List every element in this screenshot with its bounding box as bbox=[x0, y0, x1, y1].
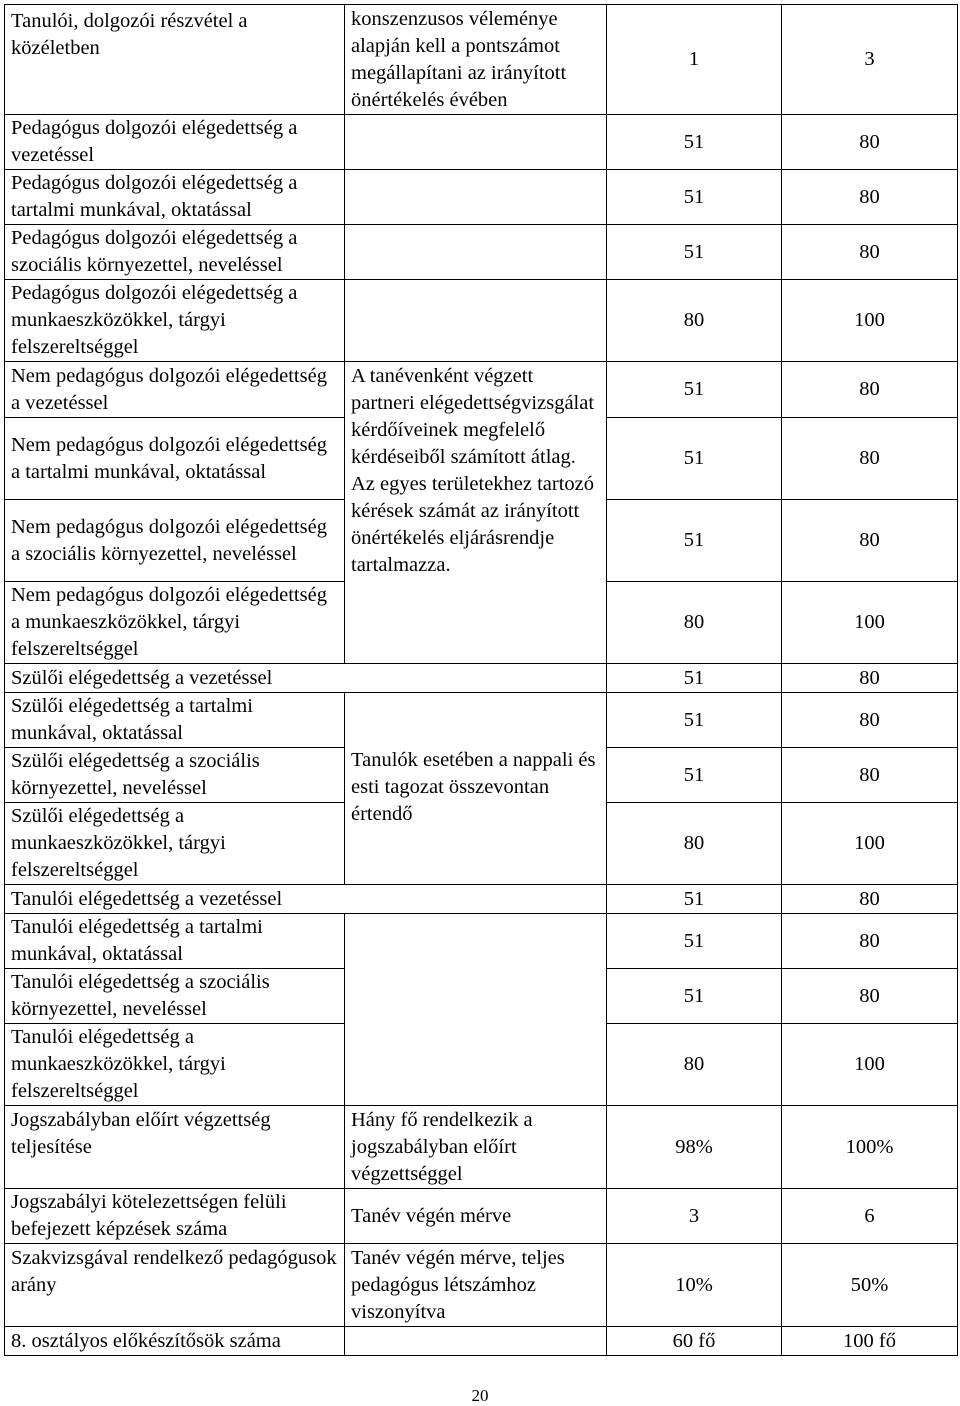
indicator-table bbox=[4, 4, 958, 1356]
criterion-cell: Tanulói elégedettség a szociális környezettel, neveléssel bbox=[5, 969, 345, 1024]
criterion-cell: Nem pedagógus dolgozói elégedettség a szociális környezettel, neveléssel bbox=[5, 500, 345, 582]
criterion-cell: Jogszabályi kötelezettségen felüli befejezett képzések száma bbox=[5, 1189, 345, 1244]
value-min-cell: 51 bbox=[607, 170, 782, 225]
table-row bbox=[5, 362, 958, 418]
criterion-cell: Tanulói elégedettség a munkaeszközökkel, tárgyi felszereltséggel bbox=[5, 1024, 345, 1106]
value-min-cell: 51 bbox=[607, 664, 782, 693]
table-row bbox=[5, 225, 958, 280]
value-min-cell: 51 bbox=[607, 115, 782, 170]
value-min-cell: 60 fő bbox=[607, 1327, 782, 1356]
table-row bbox=[5, 1244, 958, 1327]
value-min-cell: 80 bbox=[607, 1024, 782, 1106]
value-min-cell: 51 bbox=[607, 418, 782, 500]
criterion-cell: Szakvizsgával rendelkező pedagógusok arány bbox=[5, 1244, 345, 1327]
value-min-cell: 10% bbox=[607, 1244, 782, 1327]
criterion-cell: Tanulói, dolgozói részvétel a közéletben bbox=[5, 5, 345, 115]
table-row bbox=[5, 693, 958, 748]
method-cell bbox=[345, 225, 607, 280]
value-min-cell: 98% bbox=[607, 1106, 782, 1189]
criterion-cell: Pedagógus dolgozói elégedettség a vezetéssel bbox=[5, 115, 345, 170]
value-max-cell: 100 bbox=[782, 280, 958, 362]
value-max-cell: 100 bbox=[782, 582, 958, 664]
criterion-cell: Nem pedagógus dolgozói elégedettség a vezetéssel bbox=[5, 362, 345, 418]
table-row bbox=[5, 1106, 958, 1189]
value-max-cell: 100 bbox=[782, 803, 958, 885]
criterion-cell: Tanulói elégedettség a vezetéssel bbox=[5, 885, 607, 914]
value-min-cell: 51 bbox=[607, 225, 782, 280]
criterion-cell: Szülői elégedettség a vezetéssel bbox=[5, 664, 607, 693]
value-max-cell: 80 bbox=[782, 693, 958, 748]
table-row bbox=[5, 5, 958, 115]
value-min-cell: 80 bbox=[607, 280, 782, 362]
value-max-cell: 80 bbox=[782, 362, 958, 418]
value-min-cell: 51 bbox=[607, 885, 782, 914]
criterion-cell: Szülői elégedettség a tartalmi munkával, oktatással bbox=[5, 693, 345, 748]
value-min-cell: 51 bbox=[607, 362, 782, 418]
method-cell: Tanév végén mérve, teljes pedagógus létszámhoz viszonyítva bbox=[345, 1244, 607, 1327]
table-row bbox=[5, 885, 958, 914]
value-max-cell: 80 bbox=[782, 418, 958, 500]
value-max-cell: 80 bbox=[782, 664, 958, 693]
method-cell bbox=[345, 115, 607, 170]
value-max-cell: 50% bbox=[782, 1244, 958, 1327]
value-max-cell: 80 bbox=[782, 225, 958, 280]
criterion-cell: Tanulói elégedettség a tartalmi munkával, oktatással bbox=[5, 914, 345, 969]
value-max-cell: 80 bbox=[782, 969, 958, 1024]
criterion-cell: Nem pedagógus dolgozói elégedettség a munkaeszközökkel, tárgyi felszereltséggel bbox=[5, 582, 345, 664]
value-max-cell: 80 bbox=[782, 885, 958, 914]
criterion-cell: Jogszabályban előírt végzettség teljesítése bbox=[5, 1106, 345, 1189]
method-cell bbox=[345, 170, 607, 225]
value-max-cell: 6 bbox=[782, 1189, 958, 1244]
value-max-cell: 100 bbox=[782, 1024, 958, 1106]
value-min-cell: 51 bbox=[607, 500, 782, 582]
method-cell bbox=[345, 280, 607, 362]
method-cell bbox=[345, 914, 607, 1106]
value-max-cell: 80 bbox=[782, 115, 958, 170]
table-row bbox=[5, 664, 958, 693]
value-min-cell: 80 bbox=[607, 582, 782, 664]
value-max-cell: 80 bbox=[782, 170, 958, 225]
table-row bbox=[5, 1189, 958, 1244]
value-min-cell: 51 bbox=[607, 969, 782, 1024]
criterion-cell: Pedagógus dolgozói elégedettség a munkaeszközökkel, tárgyi felszereltséggel bbox=[5, 280, 345, 362]
criterion-cell: Nem pedagógus dolgozói elégedettség a tartalmi munkával, oktatással bbox=[5, 418, 345, 500]
value-max-cell: 80 bbox=[782, 500, 958, 582]
criterion-cell: Szülői elégedettség a munkaeszközökkel, tárgyi felszereltséggel bbox=[5, 803, 345, 885]
value-max-cell: 80 bbox=[782, 748, 958, 803]
value-min-cell: 51 bbox=[607, 693, 782, 748]
value-max-cell: 80 bbox=[782, 914, 958, 969]
table-row bbox=[5, 914, 958, 969]
method-cell-student-note: Tanulók esetében a nappali és esti tagozat összevontan értendő bbox=[345, 693, 607, 885]
value-max-cell: 100% bbox=[782, 1106, 958, 1189]
value-min-cell: 80 bbox=[607, 803, 782, 885]
value-min-cell: 3 bbox=[607, 1189, 782, 1244]
criterion-cell: Szülői elégedettség a szociális környezettel, neveléssel bbox=[5, 748, 345, 803]
criterion-cell: Pedagógus dolgozói elégedettség a szociális környezettel, neveléssel bbox=[5, 225, 345, 280]
table-row bbox=[5, 280, 958, 362]
value-min-cell: 1 bbox=[607, 5, 782, 115]
method-cell: konszenzusos véleménye alapján kell a pontszámot megállapítani az irányított önértékelés évében bbox=[345, 5, 607, 115]
value-max-cell: 3 bbox=[782, 5, 958, 115]
value-min-cell: 51 bbox=[607, 914, 782, 969]
criterion-cell: 8. osztályos előkészítősök száma bbox=[5, 1327, 345, 1356]
table-row bbox=[5, 170, 958, 225]
table-row bbox=[5, 1327, 958, 1356]
value-min-cell: 51 bbox=[607, 748, 782, 803]
method-cell-satisfaction-survey: A tanévenként végzett partneri elégedettségvizsgálat kérdőíveinek megfelelő kérdéseiből számított átlag. Az egyes területekhez tartozó kérések számát az irányított önértékelés eljárásrendje tartalmazza. bbox=[345, 362, 607, 664]
table-row bbox=[5, 115, 958, 170]
criterion-cell: Pedagógus dolgozói elégedettség a tartalmi munkával, oktatással bbox=[5, 170, 345, 225]
method-cell bbox=[345, 1327, 607, 1356]
method-cell: Hány fő rendelkezik a jogszabályban előírt végzettséggel bbox=[345, 1106, 607, 1189]
page-number: 20 bbox=[471, 1386, 489, 1405]
value-max-cell: 100 fő bbox=[782, 1327, 958, 1356]
method-cell: Tanév végén mérve bbox=[345, 1189, 607, 1244]
